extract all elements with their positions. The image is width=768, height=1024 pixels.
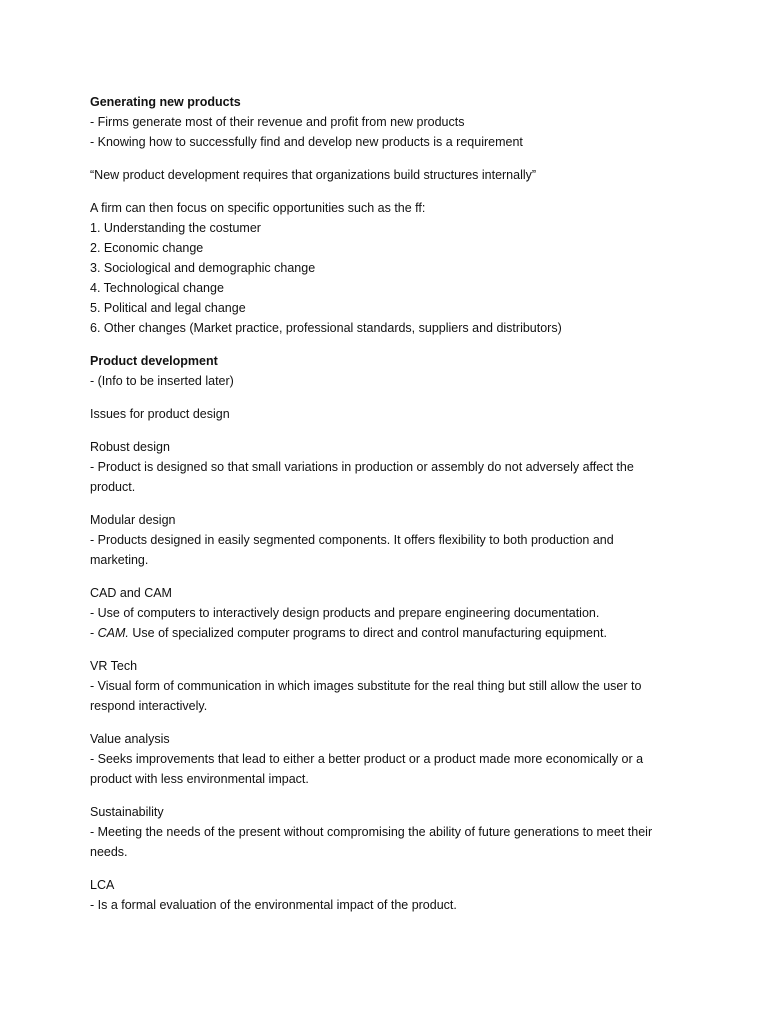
section-title: Issues for product design [90, 407, 230, 421]
bullet-line: - Use of computers to interactively design products and prepare engineering documentation. [90, 606, 600, 620]
section-robust-design [90, 437, 690, 497]
bullet-line: - Product is designed so that small variations in production or assembly do not adversely affect the [90, 460, 634, 474]
bullet-line: product. [90, 480, 136, 494]
bullet-line: - Is a formal evaluation of the environmental impact of the product. [90, 898, 457, 912]
bullet-line: - Firms generate most of their revenue and profit from new products [90, 115, 465, 129]
bullet-line: - Seeks improvements that lead to either a better product or a product made more economically or a [90, 752, 644, 766]
section-modular-design [90, 510, 690, 570]
section-title: Robust design [90, 440, 170, 454]
bullet-line: respond interactively. [90, 699, 208, 713]
section-title: Generating new products [90, 95, 241, 109]
section-lca [90, 875, 690, 915]
opportunities-intro: A firm can then focus on specific opportunities such as the ff: [90, 201, 426, 215]
section-cad-cam [90, 583, 690, 643]
section-generating-new-products [90, 92, 690, 152]
list-item: 3. Sociological and demographic change [90, 261, 316, 275]
document-page [90, 92, 690, 928]
section-title: Value analysis [90, 732, 170, 746]
section-issues [90, 404, 690, 424]
list-item: 1. Understanding the costumer [90, 221, 261, 235]
bullet-line: needs. [90, 845, 128, 859]
section-title: Sustainability [90, 805, 164, 819]
bullet-line [90, 623, 690, 643]
section-opportunities [90, 198, 690, 338]
section-title: Product development [90, 354, 218, 368]
section-title: CAD and CAM [90, 586, 172, 600]
section-vr-tech [90, 656, 690, 716]
list-item: 2. Economic change [90, 241, 204, 255]
bullet-line: product with less environmental impact. [90, 772, 309, 786]
section-product-development [90, 351, 690, 391]
bullet-rest: Use of specialized computer programs to direct and control manufacturing equipment. [128, 626, 607, 640]
bullet-line: - Products designed in easily segmented components. It offers flexibility to both production and [90, 533, 614, 547]
list-item: 6. Other changes (Market practice, professional standards, suppliers and distributors) [90, 321, 562, 335]
bullet-line: - (Info to be inserted later) [90, 374, 234, 388]
list-item: 4. Technological change [90, 281, 224, 295]
list-item: 5. Political and legal change [90, 301, 246, 315]
section-title: Modular design [90, 513, 176, 527]
bullet-line: - Knowing how to successfully find and develop new products is a requirement [90, 135, 523, 149]
quote-text: “New product development requires that organizations build structures internally” [90, 168, 537, 182]
section-quote [90, 165, 690, 185]
bullet-line: marketing. [90, 553, 149, 567]
bullet-line: - Meeting the needs of the present without compromising the ability of future generations to meet their [90, 825, 653, 839]
bullet-line: - Visual form of communication in which images substitute for the real thing but still allow the user to [90, 679, 642, 693]
section-value-analysis [90, 729, 690, 789]
bullet-prefix: - [90, 626, 98, 640]
section-title: LCA [90, 878, 115, 892]
section-sustainability [90, 802, 690, 862]
cam-emphasis: CAM. [97, 626, 129, 640]
section-title: VR Tech [90, 659, 138, 673]
